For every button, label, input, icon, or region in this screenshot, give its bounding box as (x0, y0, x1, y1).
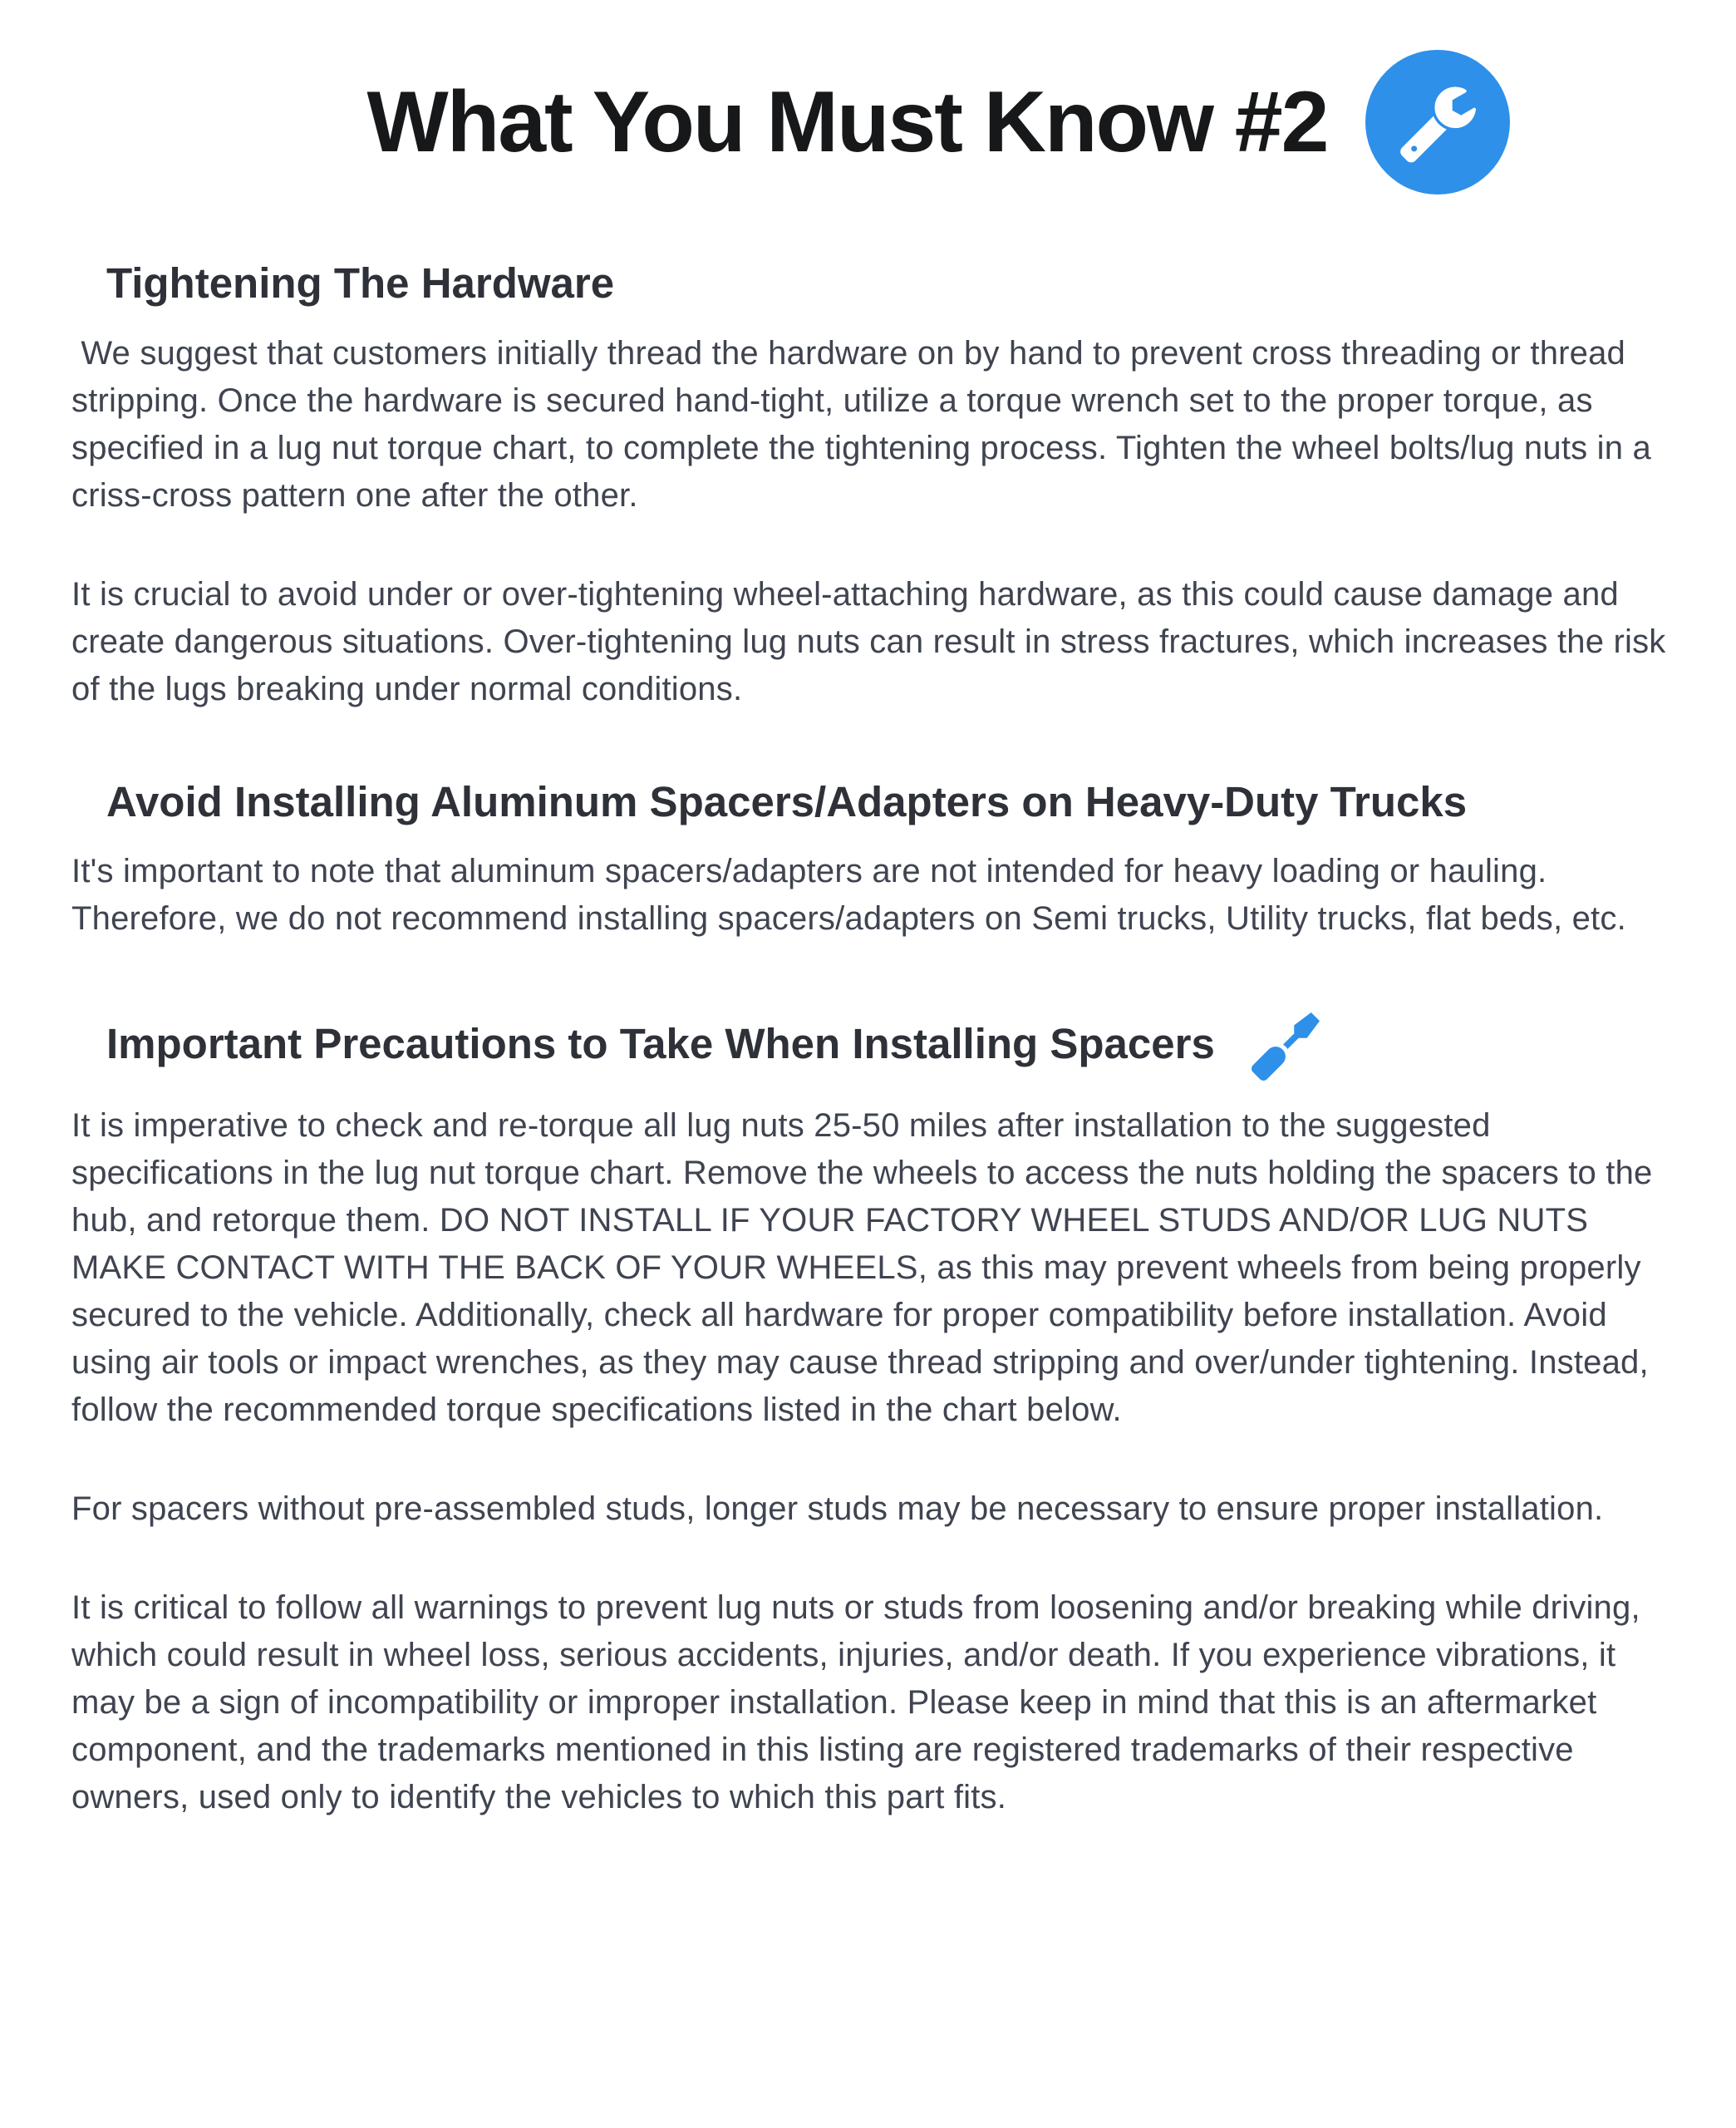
page-title: What You Must Know #2 (366, 73, 1328, 170)
section-heading-text: Important Precautions to Take When Installing Spacers (106, 1019, 1215, 1067)
header (0, 0, 1736, 195)
section-heading (71, 1007, 1678, 1081)
section-heading-text: Avoid Installing Aluminum Spacers/Adapters on Heavy-Duty Trucks (106, 777, 1468, 825)
paragraph: It's important to note that aluminum spacers/adapters are not intended for heavy loading or hauling. Therefore, we do not recommend installing spacers/adapters on Semi trucks, Utility trucks, flat beds, etc. (71, 853, 1626, 938)
paragraph: It is imperative to check and re-torque all lug nuts 25-50 miles after installation to the suggested specifications in the lug nut torque chart. Remove the wheels to access the nuts holding the spacers to the hub, and retorque them. DO NOT INSTALL IF YOUR FACTORY WHEEL STUDS AND/OR LUG NUTS MAKE CONTACT WITH THE BACK OF YOUR WHEELS, as this may prevent wheels from being properly secured to the vehicle. Additionally, check all hardware for proper compatibility before installation. Avoid using air tools or impact wrenches, as they may cause thread stripping and over/under tightening. Instead, follow the recommended torque specifications listed in the chart below. (71, 1107, 1662, 1429)
section-heading (71, 259, 1678, 308)
paragraph: It is critical to follow all warnings to prevent lug nuts or studs from loosening and/or breaking while driving, which could result in wheel loss, serious accidents, injuries, and/or death. If you experience vibrations, it may be a sign of incompatibility or improper installation. Please keep in mind that this is an aftermarket component, and the trademarks mentioned in this listing are registered trademarks of their respective owners, used only to identify the vehicles to which this part fits. (71, 1589, 1650, 1816)
screwdriver-icon (1252, 1007, 1320, 1081)
section-heading-text: Tightening The Hardware (106, 259, 615, 307)
paragraph: It is crucial to avoid under or over-tightening wheel-attaching hardware, as this could cause damage and create dangerous situations. Over-tightening lug nuts can result in stress fractures, which increases the risk of the lugs breaking under normal conditions. (71, 575, 1675, 707)
paragraph: For spacers without pre-assembled studs, longer studs may be necessary to ensure proper installation. (71, 1490, 1604, 1528)
section-avoid-aluminum-heavy-duty (71, 778, 1678, 943)
wrench-icon (1365, 50, 1510, 195)
section-important-precautions (71, 1007, 1678, 1821)
section-tightening-hardware (71, 259, 1678, 713)
document-content (0, 259, 1736, 1821)
section-heading (71, 778, 1678, 827)
paragraph: We suggest that customers initially thread the hardware on by hand to prevent cross threading or thread stripping. Once the hardware is secured hand-tight, utilize a torque wrench set to the proper torque, as specified in a lug nut torque chart, to complete the tightening process. Tighten the wheel bolts/lug nuts in a criss-cross pattern one after the other. (71, 334, 1661, 514)
